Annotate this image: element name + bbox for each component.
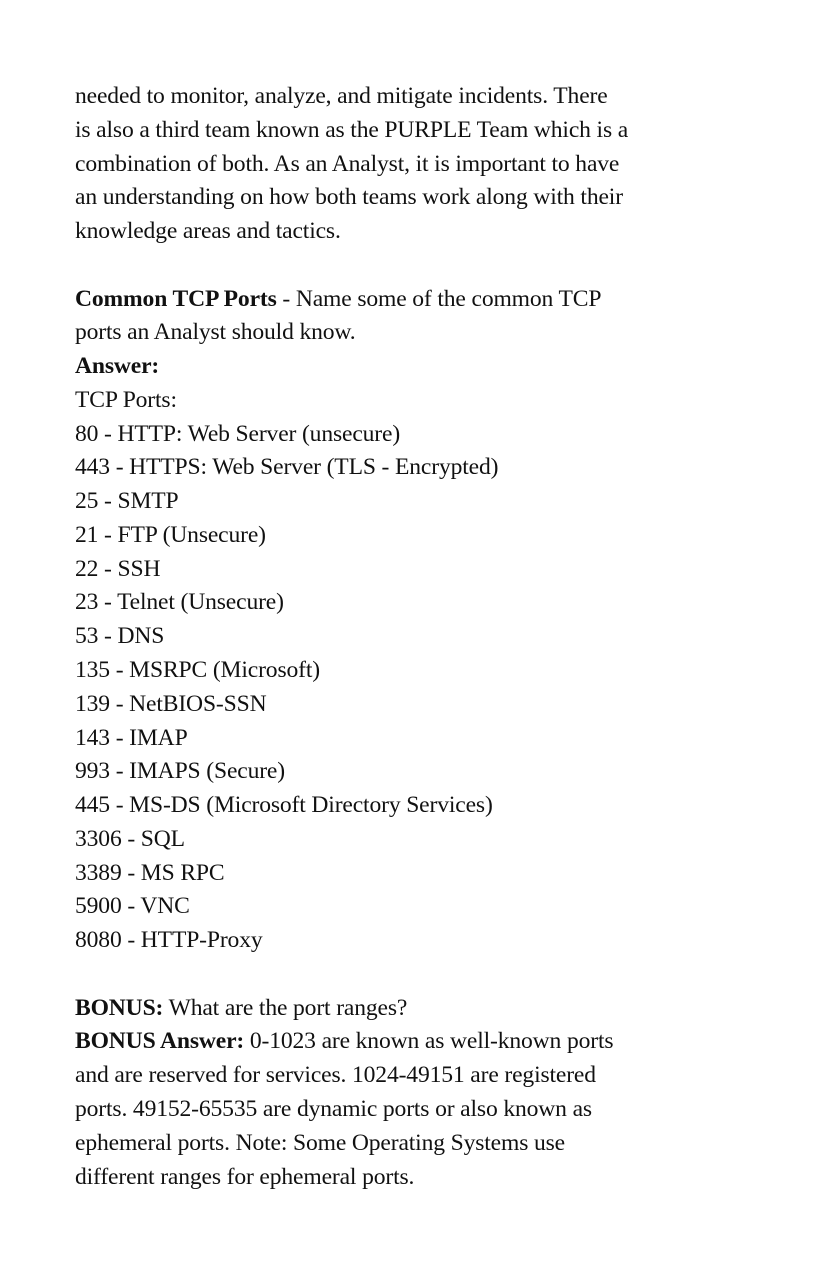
port-item: 25 - SMTP: [75, 488, 179, 515]
document-page: [75, 80, 765, 1194]
intro-line: an understanding on how both teams work along with their: [75, 184, 623, 211]
question-line: [75, 283, 765, 317]
bonus-answer-continued: ports. 49152-65535 are dynamic ports or also known as: [75, 1095, 592, 1122]
ports-list: [75, 418, 765, 958]
port-item: 53 - DNS: [75, 623, 165, 650]
bonus-question-line: [75, 992, 765, 1026]
bonus-question-text: What are the port ranges?: [163, 994, 408, 1021]
question-prompt: - Name some of the common TCP: [276, 285, 602, 312]
bonus-answer-continued: different ranges for ephemeral ports.: [75, 1163, 415, 1190]
port-item: 5900 - VNC: [75, 893, 190, 920]
bonus-question-label: BONUS:: [75, 994, 164, 1021]
port-item: 443 - HTTPS: Web Server (TLS - Encrypted): [75, 454, 499, 481]
port-item: 135 - MSRPC (Microsoft): [75, 657, 320, 684]
question-prompt-continued: ports an Analyst should know.: [75, 319, 356, 346]
question-section: [75, 283, 765, 958]
port-item: 3306 - SQL: [75, 825, 185, 852]
answer-label: Answer:: [75, 353, 160, 380]
bonus-answer-continued: and are reserved for services. 1024-49151 are registered: [75, 1062, 596, 1089]
intro-line: is also a third team known as the PURPLE Team which is a: [75, 116, 629, 143]
port-item: 3389 - MS RPC: [75, 859, 225, 886]
intro-paragraph: [75, 80, 765, 249]
port-item: 993 - IMAPS (Secure): [75, 758, 285, 785]
port-item: 445 - MS-DS (Microsoft Directory Services): [75, 792, 493, 819]
paragraph-spacer: [75, 249, 765, 283]
question-title: Common TCP Ports: [75, 285, 277, 312]
port-item: 8080 - HTTP-Proxy: [75, 927, 263, 954]
port-item: 80 - HTTP: Web Server (unsecure): [75, 420, 401, 447]
bonus-answer-label: BONUS Answer:: [75, 1028, 245, 1055]
port-item: 139 - NetBIOS-SSN: [75, 690, 267, 717]
port-item: 23 - Telnet (Unsecure): [75, 589, 284, 616]
intro-line: knowledge areas and tactics.: [75, 218, 341, 245]
ports-list-heading: TCP Ports:: [75, 386, 177, 413]
bonus-answer-continued: ephemeral ports. Note: Some Operating Systems use: [75, 1129, 565, 1156]
intro-line: needed to monitor, analyze, and mitigate incidents. There: [75, 83, 608, 109]
port-item: 22 - SSH: [75, 555, 161, 582]
port-item: 143 - IMAP: [75, 724, 188, 751]
intro-line: combination of both. As an Analyst, it is important to have: [75, 150, 620, 177]
port-item: 21 - FTP (Unsecure): [75, 521, 266, 548]
bonus-answer-text: 0-1023 are known as well-known ports: [244, 1028, 614, 1055]
bonus-answer-line: [75, 1025, 765, 1059]
paragraph-spacer: [75, 958, 765, 992]
bonus-section: [75, 992, 765, 1195]
